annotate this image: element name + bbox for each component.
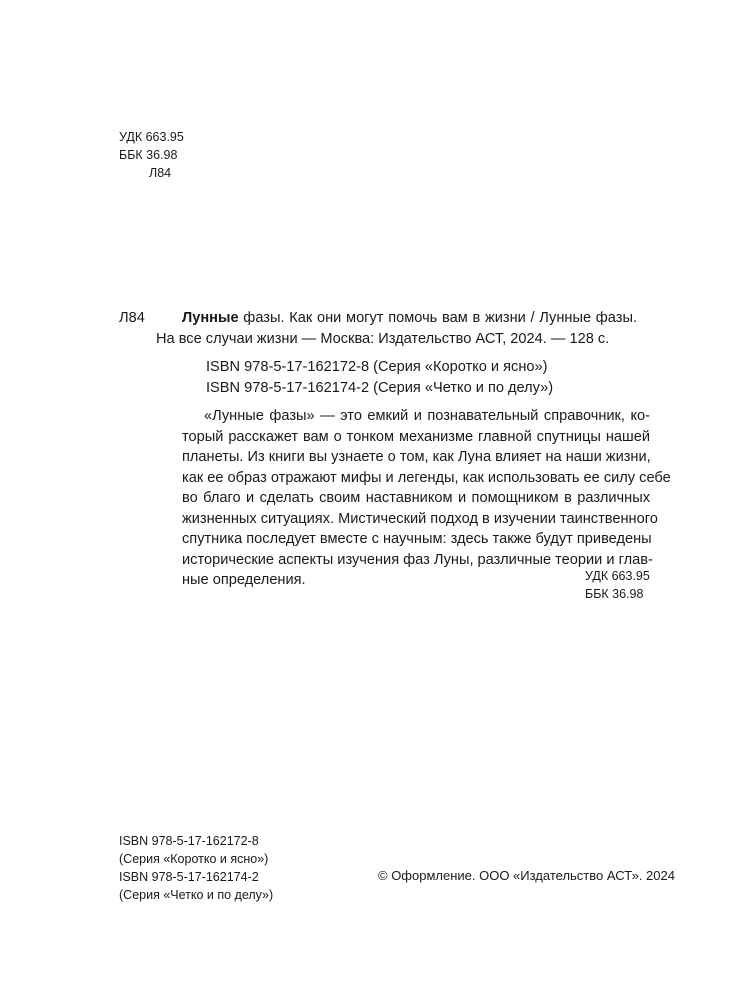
annotation-line: как ее образ отражают мифы и легенды, как использовать ее силу себе (182, 469, 671, 486)
bottom-isbn-2: ISBN 978-5-17-162174-2 (119, 870, 259, 884)
annotation-line: планеты. Из книги вы узнаете о том, как Луна влияет на наши жизни, (182, 449, 651, 465)
annotation-line: «Лунные фазы» — это емкий и познавательный справочник, ко- (204, 408, 650, 424)
annotation-line: спутника последует вместе с научным: здесь также будут приведены (182, 531, 652, 547)
bbk-code-footer: ББК 36.98 (585, 587, 644, 601)
bib-title-rest: фазы. Как они могут помочь вам в жизни / Лунные фазы. (238, 310, 637, 326)
footer-classification-codes (585, 567, 650, 603)
annotation-line: во благо и сделать своим наставником и помощником в различных (182, 490, 650, 506)
bbk-code: ББК 36.98 (119, 148, 178, 162)
annotation-line: исторические аспекты изучения фаз Луны, различные теории и глав- (182, 551, 653, 568)
isbn-line: ISBN 978-5-17-162172-8 (Серия «Коротко и ясно») (206, 359, 548, 375)
bottom-isbn-block (119, 832, 273, 904)
copyright-notice: © Оформление. ООО «Издательство АСТ». 2024 (378, 868, 675, 883)
top-classification-codes (119, 128, 184, 182)
bottom-isbn-1: ISBN 978-5-17-162172-8 (119, 834, 259, 848)
bib-publication-line: На все случаи жизни — Москва: Издательство АСТ, 2024. — 128 с. (156, 330, 610, 347)
bottom-series-2: (Серия «Четко и по делу») (119, 888, 274, 902)
isbn-list (206, 357, 553, 398)
udk-code: УДК 663.95 (119, 130, 184, 144)
annotation-line: торый расскажет вам о тонком механизме главной спутницы нашей (182, 428, 650, 445)
annotation-line: жизненных ситуациях. Мистический подход в изучении таинственного (182, 510, 658, 527)
bottom-series-1: (Серия «Коротко и ясно») (119, 852, 269, 866)
author-mark: Л84 (119, 310, 145, 326)
bib-title-bold: Лунные (182, 310, 239, 326)
author-mark-top: Л84 (149, 166, 172, 180)
isbn-line: ISBN 978-5-17-162174-2 (Серия «Четко и по делу») (206, 379, 554, 396)
annotation-paragraph (182, 406, 671, 591)
bib-title-line (182, 308, 637, 329)
udk-code-footer: УДК 663.95 (585, 569, 650, 583)
annotation-line: ные определения. (182, 572, 306, 588)
bibliographic-description (156, 308, 637, 349)
